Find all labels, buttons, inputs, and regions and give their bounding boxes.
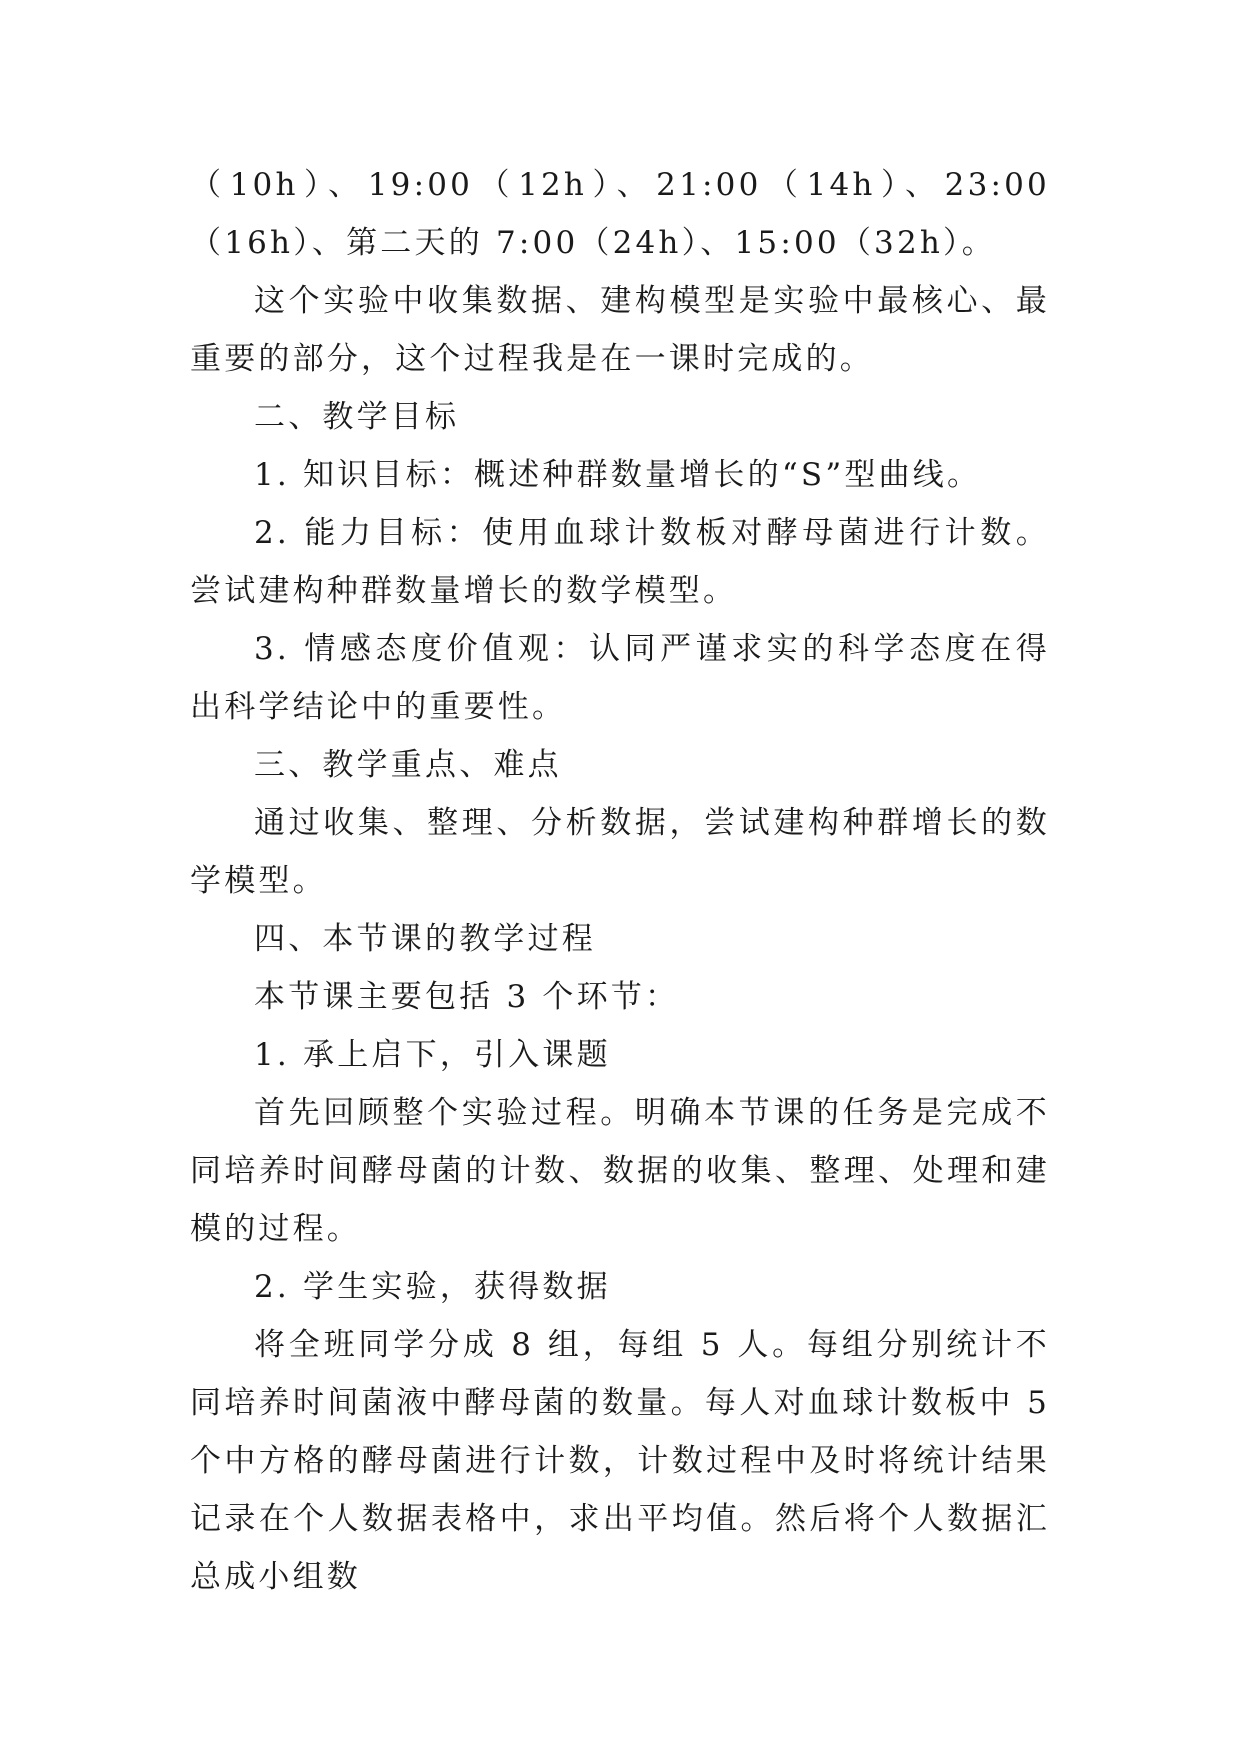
heading-step-one: 1. 承上启下，引入课题 xyxy=(254,1037,611,1073)
paragraph-knowledge-goal: 1. 知识目标：概述种群数量增长的“S”型曲线。 xyxy=(254,457,982,493)
paragraph-three-steps: 本节课主要包括 3 个环节： xyxy=(254,979,680,1015)
paragraph-core-experiment: 这个实验中收集数据、建构模型是实验中最核心、最重要的部分，这个过程我是在一课时完成的。 xyxy=(190,283,1050,377)
paragraph-step-two: 将全班同学分成 8 组，每组 5 人。每组分别统计不同培养时间菌液中酵母菌的数量。每人对血球计数板中 5 个中方格的酵母菌进行计数，计数过程中及时将统计结果记录在个人数据表格中，求出平均值。然后将个人数据汇总成小组数 xyxy=(190,1327,1050,1595)
paragraph-key-points: 通过收集、整理、分析数据，尝试建构种群增长的数学模型。 xyxy=(190,805,1050,899)
paragraph-emotion-goal: 3. 情感态度价值观：认同严谨求实的科学态度在得出科学结论中的重要性。 xyxy=(190,631,1050,725)
paragraph-step-one: 首先回顾整个实验过程。明确本节课的任务是完成不同培养时间酵母菌的计数、数据的收集、整理、处理和建模的过程。 xyxy=(190,1095,1050,1247)
paragraph-ability-goal: 2. 能力目标：使用血球计数板对酵母菌进行计数。尝试建构种群数量增长的数学模型。 xyxy=(190,515,1050,609)
heading-key-points: 三、教学重点、难点 xyxy=(254,747,562,783)
paragraph-time-points: （10h）、19:00（12h）、21:00（14h）、23:00（16h）、第二天的 7:00（24h）、15:00（32h）。 xyxy=(190,167,1050,261)
heading-step-two: 2. 学生实验，获得数据 xyxy=(254,1269,611,1305)
heading-teaching-process: 四、本节课的教学过程 xyxy=(254,921,596,957)
document-body xyxy=(190,156,1050,1606)
heading-teaching-goals: 二、教学目标 xyxy=(254,399,460,435)
